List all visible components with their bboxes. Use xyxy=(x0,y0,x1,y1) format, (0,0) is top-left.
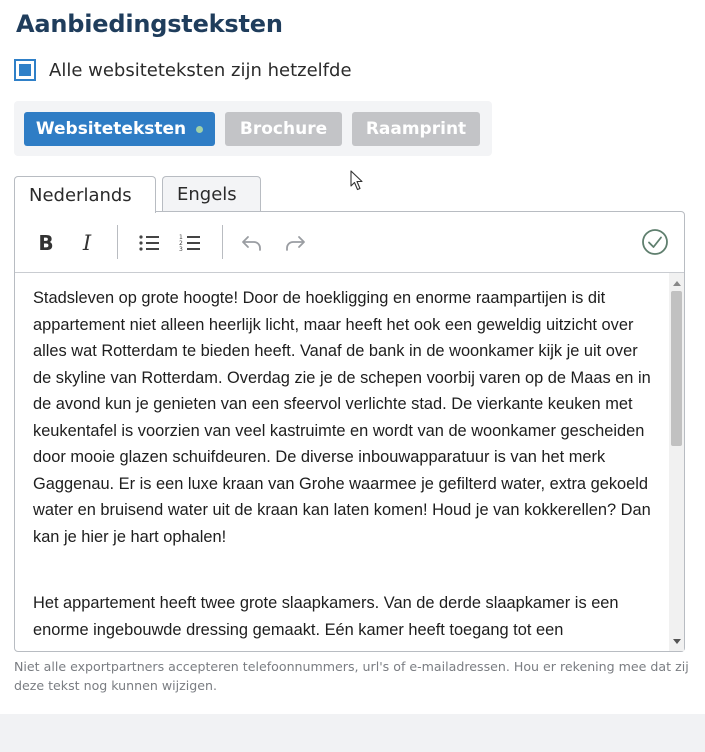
rich-text-editor xyxy=(14,211,685,652)
numbered-list-icon xyxy=(179,233,201,253)
editor-paragraph: Het appartement heeft twee grote slaapkamers. Van de derde slaapkamer is een enorme ingebouwde dressing gemaakt. Eén kamer heeft toegang tot een xyxy=(33,594,619,639)
channel-button-raamprint[interactable] xyxy=(352,112,480,146)
same-texts-toggle[interactable] xyxy=(14,58,352,82)
bold-button[interactable] xyxy=(31,228,61,258)
toolbar-divider xyxy=(117,225,118,259)
undo-icon xyxy=(241,234,263,252)
tab-nederlands[interactable] xyxy=(14,176,156,213)
page-background-strip xyxy=(0,714,705,752)
tab-engels[interactable] xyxy=(162,176,261,212)
channel-button-brochure[interactable] xyxy=(225,112,342,146)
scrollbar-thumb[interactable] xyxy=(671,291,682,446)
page-title: Aanbiedingsteksten xyxy=(16,10,283,38)
toolbar-divider xyxy=(222,225,223,259)
editor-paragraph: Stadsleven op grote hoogte! Door de hoekligging en enorme raampartijen is dit appartement niet alleen heerlijk licht, maar heeft het ook een geweldig uitzicht over alles wat Rotterdam te bieden heeft. Vanaf de bank in de woonkamer kijk je uit over de skyline van Rotterdam. Overdag zie je de schepen voorbij varen op de Maas en in de avond kun je genieten van een sfeervol verlichte stad. De vierkante keuken met keukentafel is voorzien van veel kastruimte en wordt van de woonkamer gescheiden door mooie glazen schuifdeuren. De diverse inbouwapparatuur is van het merk Gaggenau. Er is een luxe kraan van Grohe waarmee je gefilterd water, extra gekoeld water en bruisend water uit de kraan kan laten komen! Houd je van kokkerellen? Dan kan je hier je hart ophalen! xyxy=(33,289,651,546)
channel-label: Websiteteksten xyxy=(35,119,187,139)
bullet-list-icon xyxy=(138,233,160,253)
tab-label: Engels xyxy=(177,184,237,205)
scroll-up-icon[interactable] xyxy=(669,275,684,290)
redo-button[interactable] xyxy=(280,228,310,258)
scroll-down-icon[interactable] xyxy=(669,634,684,649)
editor-content[interactable] xyxy=(15,273,669,651)
confirm-button[interactable] xyxy=(639,226,671,258)
svg-text:3: 3 xyxy=(179,246,183,253)
same-texts-checkbox[interactable] xyxy=(14,59,36,81)
editor-toolbar xyxy=(15,212,684,273)
channel-label: Brochure xyxy=(239,119,328,139)
numbered-list-button[interactable] xyxy=(175,228,205,258)
channel-selector xyxy=(14,101,492,156)
channel-label: Raamprint xyxy=(365,119,467,139)
bold-icon: B xyxy=(38,231,54,255)
tab-label: Nederlands xyxy=(29,184,132,206)
italic-icon: I xyxy=(82,231,92,255)
same-texts-label: Alle websiteteksten zijn hetzelfde xyxy=(49,59,352,81)
export-warning-note: Niet alle exportpartners accepteren telefoonnummers, url's of e-mailadressen. Hou er rekening mee dat zij deze tekst nog kunnen wijzigen. xyxy=(14,659,689,693)
bullet-list-button[interactable] xyxy=(134,228,164,258)
redo-icon xyxy=(284,234,306,252)
italic-button[interactable] xyxy=(72,228,102,258)
mouse-pointer-icon xyxy=(350,170,364,192)
check-circle-icon xyxy=(641,228,669,256)
channel-button-websiteteksten[interactable] xyxy=(24,112,215,146)
status-dot-icon xyxy=(196,126,203,133)
svg-text:2: 2 xyxy=(179,240,183,247)
editor-scrollbar[interactable] xyxy=(669,273,684,651)
undo-button[interactable] xyxy=(237,228,267,258)
svg-text:1: 1 xyxy=(179,234,183,241)
